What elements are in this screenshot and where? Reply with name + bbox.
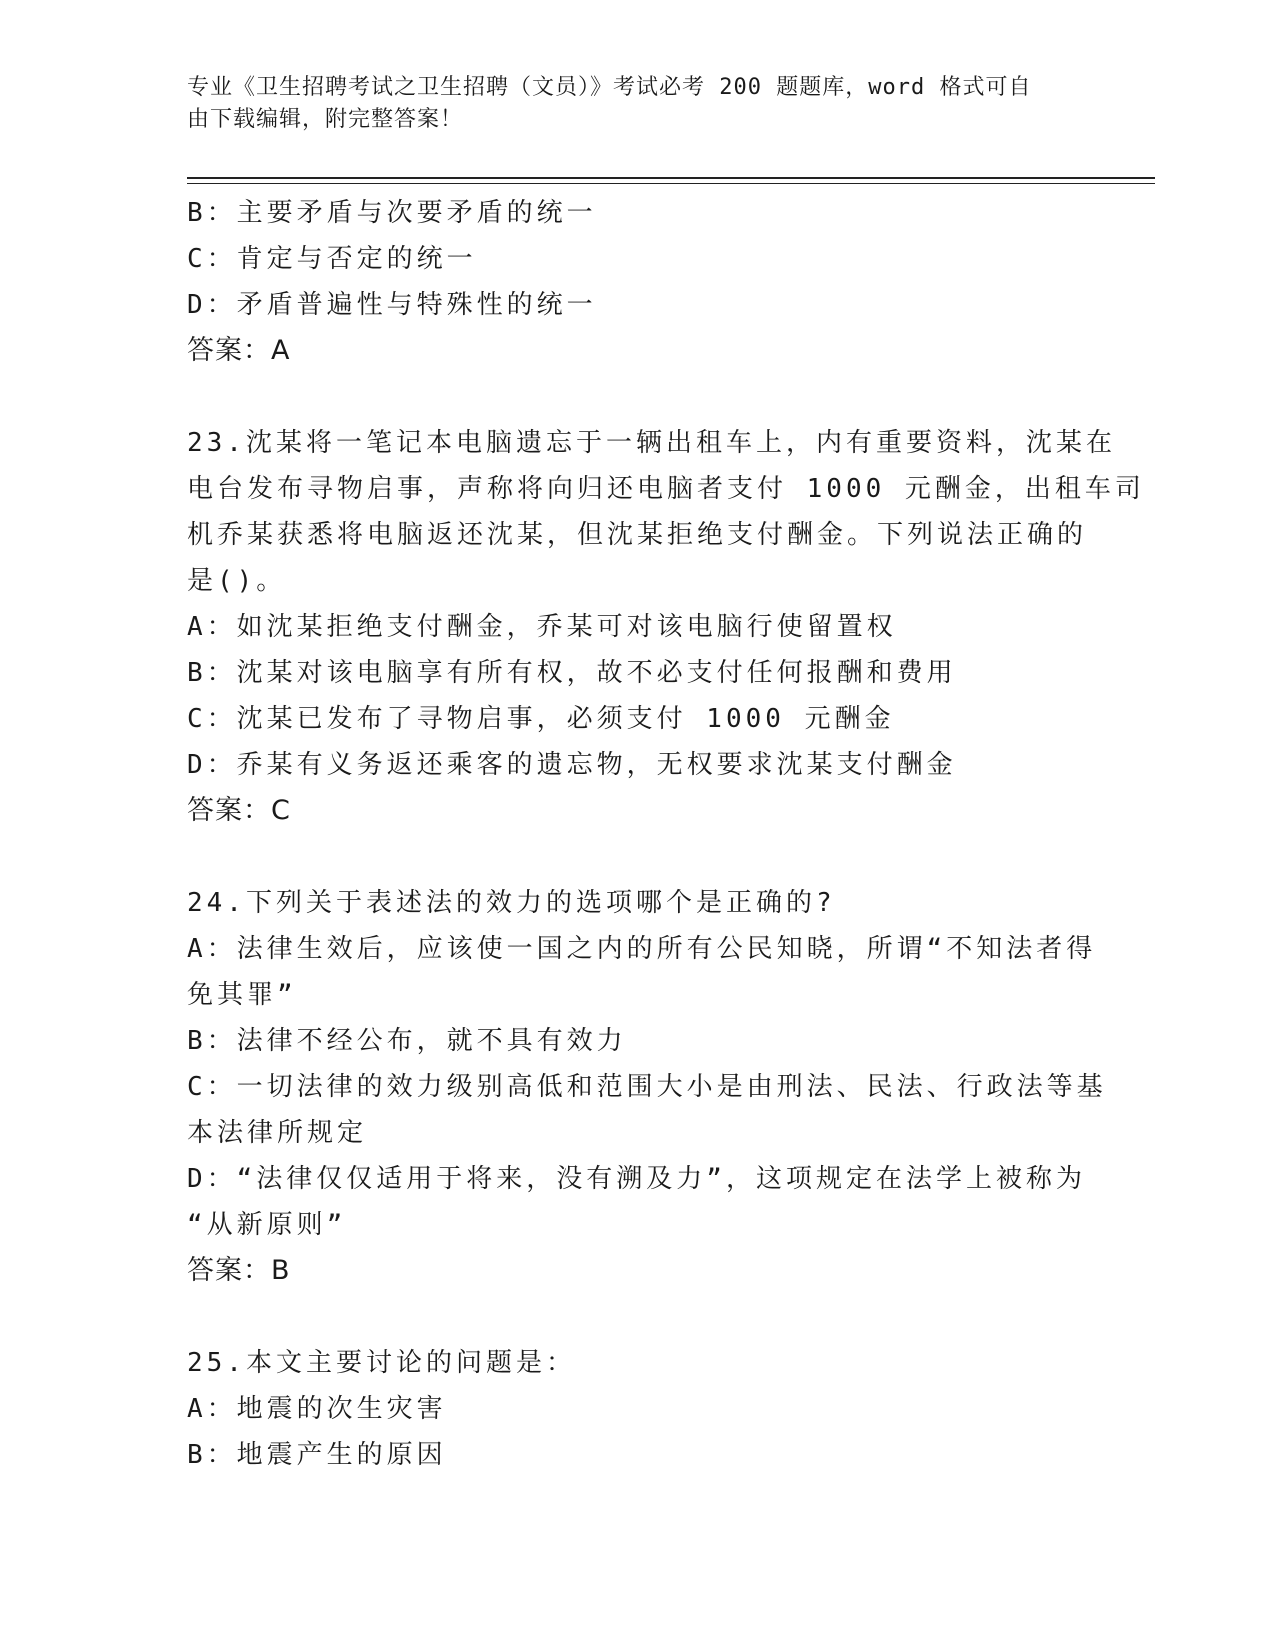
answer: 答案：B <box>187 1255 291 1286</box>
option-d: D：乔某有义务返还乘客的遗忘物，无权要求沈某支付酬金 <box>187 750 957 780</box>
option-b: B：主要矛盾与次要矛盾的统一 <box>187 198 597 228</box>
question-23 <box>187 420 1145 834</box>
question-stem: 24.下列关于表述法的效力的选项哪个是正确的? <box>187 888 836 918</box>
question-24 <box>187 880 1107 1294</box>
option-d: D：矛盾普遍性与特殊性的统一 <box>187 290 597 320</box>
spacer <box>187 1294 1087 1340</box>
document-body <box>187 190 1145 1478</box>
header-divider-thick <box>187 177 1155 179</box>
option-b: B：沈某对该电脑享有所有权，故不必支付任何报酬和费用 <box>187 658 957 688</box>
answer: 答案：C <box>187 795 291 826</box>
question-stem: 机乔某获悉将电脑返还沈某，但沈某拒绝支付酬金。下列说法正确的 <box>187 520 1088 550</box>
question-22 <box>187 190 1087 374</box>
option-d-cont: “从新原则” <box>187 1210 347 1240</box>
option-a-cont: 免其罪” <box>187 980 297 1010</box>
question-stem: 是()。 <box>187 566 287 596</box>
header-divider-thin <box>187 183 1155 184</box>
option-a: A：如沈某拒绝支付酬金，乔某可对该电脑行使留置权 <box>187 612 897 642</box>
document-header <box>187 72 1067 136</box>
option-c: C：肯定与否定的统一 <box>187 244 477 274</box>
question-stem: 23.沈某将一笔记本电脑遗忘于一辆出租车上，内有重要资料，沈某在 <box>187 428 1116 458</box>
option-b: B：法律不经公布，就不具有效力 <box>187 1026 627 1056</box>
header-line-1: 专业《卫生招聘考试之卫生招聘（文员）》考试必考 200 题题库，word 格式可自 <box>187 75 1032 100</box>
option-c: C：一切法律的效力级别高低和范围大小是由刑法、民法、行政法等基 <box>187 1072 1107 1102</box>
question-25 <box>187 1340 1087 1478</box>
question-stem: 电台发布寻物启事，声称将向归还电脑者支付 1000 元酬金，出租车司 <box>187 474 1145 504</box>
option-a: A：地震的次生灾害 <box>187 1394 447 1424</box>
option-b: B：地震产生的原因 <box>187 1440 447 1470</box>
option-a: A：法律生效后，应该使一国之内的所有公民知晓，所谓“不知法者得 <box>187 934 1097 964</box>
question-stem: 25.本文主要讨论的问题是： <box>187 1348 576 1378</box>
spacer <box>187 374 1087 420</box>
answer: 答案：A <box>187 335 291 366</box>
spacer <box>187 834 1087 880</box>
option-c: C：沈某已发布了寻物启事，必须支付 1000 元酬金 <box>187 704 895 734</box>
header-line-2: 由下载编辑，附完整答案！ <box>187 107 464 132</box>
option-d: D：“法律仅仅适用于将来，没有溯及力”，这项规定在法学上被称为 <box>187 1164 1086 1194</box>
option-c-cont: 本法律所规定 <box>187 1118 368 1148</box>
